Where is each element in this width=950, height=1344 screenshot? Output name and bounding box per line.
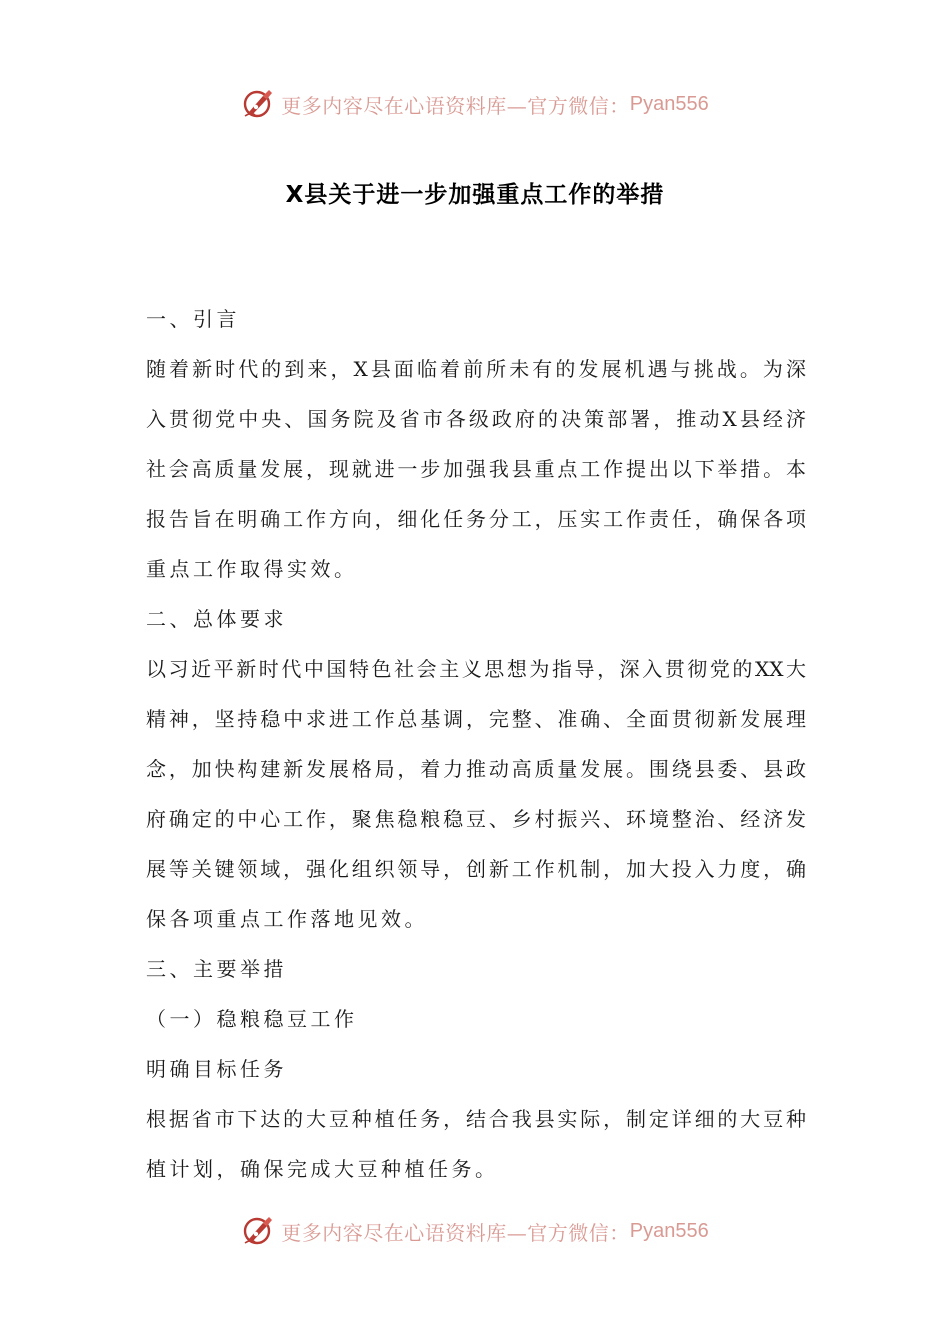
text-line: 植计划，确保完成大豆种植任务。 [146,1157,499,1181]
subheading-targets: 明确目标任务 [146,1057,287,1081]
watermark-wechat-id: Pyan556 [629,92,709,115]
text-line: 重点工作取得实效。 [146,557,358,581]
heading-main-measures: 三、主要举措 [146,957,287,981]
text-line: 入贯彻党中央、国务院及省市各级政府的决策部署，推动X县经济 [146,407,806,431]
heading-introduction: 一、引言 [146,307,240,331]
text-line: 念，加快构建新发展格局，着力推动高质量发展。围绕县委、县政 [146,757,806,781]
document-title: X县关于进一步加强重点工作的举措 [285,182,665,208]
watermark-text: 更多内容尽在心语资料库—官方微信： [281,93,630,118]
text-line: 保各项重点工作落地见效。 [146,907,428,931]
text-line: 以习近平新时代中国特色社会主义思想为指导，深入贯彻党的XX大 [146,657,806,681]
text-line: 随着新时代的到来，X县面临着前所未有的发展机遇与挑战。为深 [146,357,806,381]
text-line: 报告旨在明确工作方向，细化任务分工，压实工作责任，确保各项 [146,507,806,531]
text-line: 精神，坚持稳中求进工作总基调，完整、准确、全面贯彻新发展理 [146,707,806,731]
text-line: 府确定的中心工作，聚焦稳粮稳豆、乡村振兴、环境整治、经济发 [146,807,806,831]
heading-general-requirements: 二、总体要求 [146,607,287,631]
text-line: 社会高质量发展，现就进一步加强我县重点工作提出以下举措。本 [146,457,806,481]
watermark-header [0,82,950,126]
document-body [146,294,806,1194]
logo-icon [241,86,277,122]
text-line: 展等关键领域，强化组织领导，创新工作机制，加大投入力度，确 [146,857,806,881]
logo-icon [241,1213,277,1249]
text-line: 根据省市下达的大豆种植任务，结合我县实际，制定详细的大豆种 [146,1107,806,1131]
subheading-grain-soybean: （一）稳粮稳豆工作 [146,1007,358,1031]
watermark-wechat-id: Pyan556 [629,1219,709,1242]
watermark-text: 更多内容尽在心语资料库—官方微信： [281,1220,630,1245]
watermark-footer [0,1209,950,1253]
